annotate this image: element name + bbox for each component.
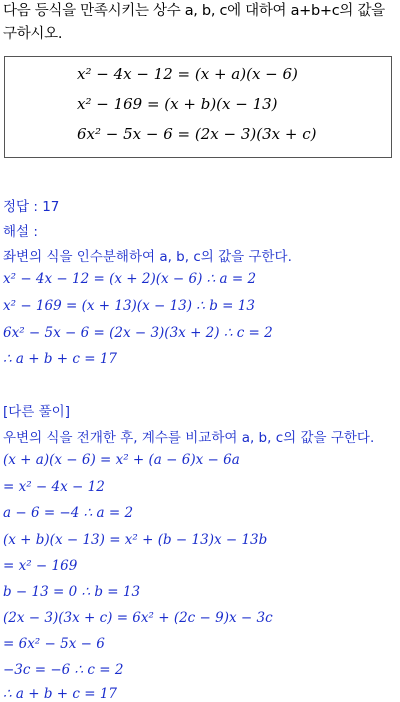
question-line-2: 구하시오.	[3, 26, 63, 42]
equation-1: x² − 4x − 12 = (x + a)(x − 6)	[77, 65, 298, 83]
question-text	[3, 0, 397, 46]
alt-step-1: (x + a)(x − 6) = x² + (a − 6)x − 6a	[3, 452, 240, 468]
explanation-title: 해설 :	[3, 224, 38, 240]
equation-2: x² − 169 = (x + b)(x − 13)	[77, 95, 278, 113]
alt-step-10: ∴ a + b + c = 17	[3, 686, 117, 702]
alt-step-6: b − 13 = 0 ∴ b = 13	[3, 584, 141, 600]
equation-3: 6x² − 5x − 6 = (2x − 3)(3x + c)	[77, 125, 317, 143]
solution-step-1: x² − 4x − 12 = (x + 2)(x − 6) ∴ a = 2	[3, 271, 257, 287]
solution-step-3: 6x² − 5x − 6 = (2x − 3)(3x + 2) ∴ c = 2	[3, 325, 273, 341]
alt-step-4: (x + b)(x − 13) = x² + (b − 13)x − 13b	[3, 532, 268, 548]
question-line-1: 다음 등식을 만족시키는 상수 a, b, c에 대하여 a+b+c의 값을	[3, 3, 385, 19]
answer-line: 정답 : 17	[3, 199, 60, 215]
explanation-intro: 좌변의 식을 인수분해하여 a, b, c의 값을 구한다.	[3, 249, 292, 265]
alt-solution-title: [다른 풀이]	[3, 404, 70, 420]
solution-step-4: ∴ a + b + c = 17	[3, 351, 117, 367]
alt-step-7: (2x − 3)(3x + c) = 6x² + (2c − 9)x − 3c	[3, 610, 273, 626]
alt-step-5: = x² − 169	[3, 558, 78, 574]
solution-step-2: x² − 169 = (x + 13)(x − 13) ∴ b = 13	[3, 298, 255, 314]
alt-solution-intro: 우변의 식을 전개한 후, 계수를 비교하여 a, b, c의 값을 구한다.	[3, 430, 375, 446]
alt-step-3: a − 6 = −4 ∴ a = 2	[3, 505, 134, 521]
equation-box	[4, 56, 392, 158]
alt-step-8: = 6x² − 5x − 6	[3, 636, 105, 652]
alt-step-2: = x² − 4x − 12	[3, 479, 105, 495]
alt-step-9: −3c = −6 ∴ c = 2	[3, 662, 124, 678]
